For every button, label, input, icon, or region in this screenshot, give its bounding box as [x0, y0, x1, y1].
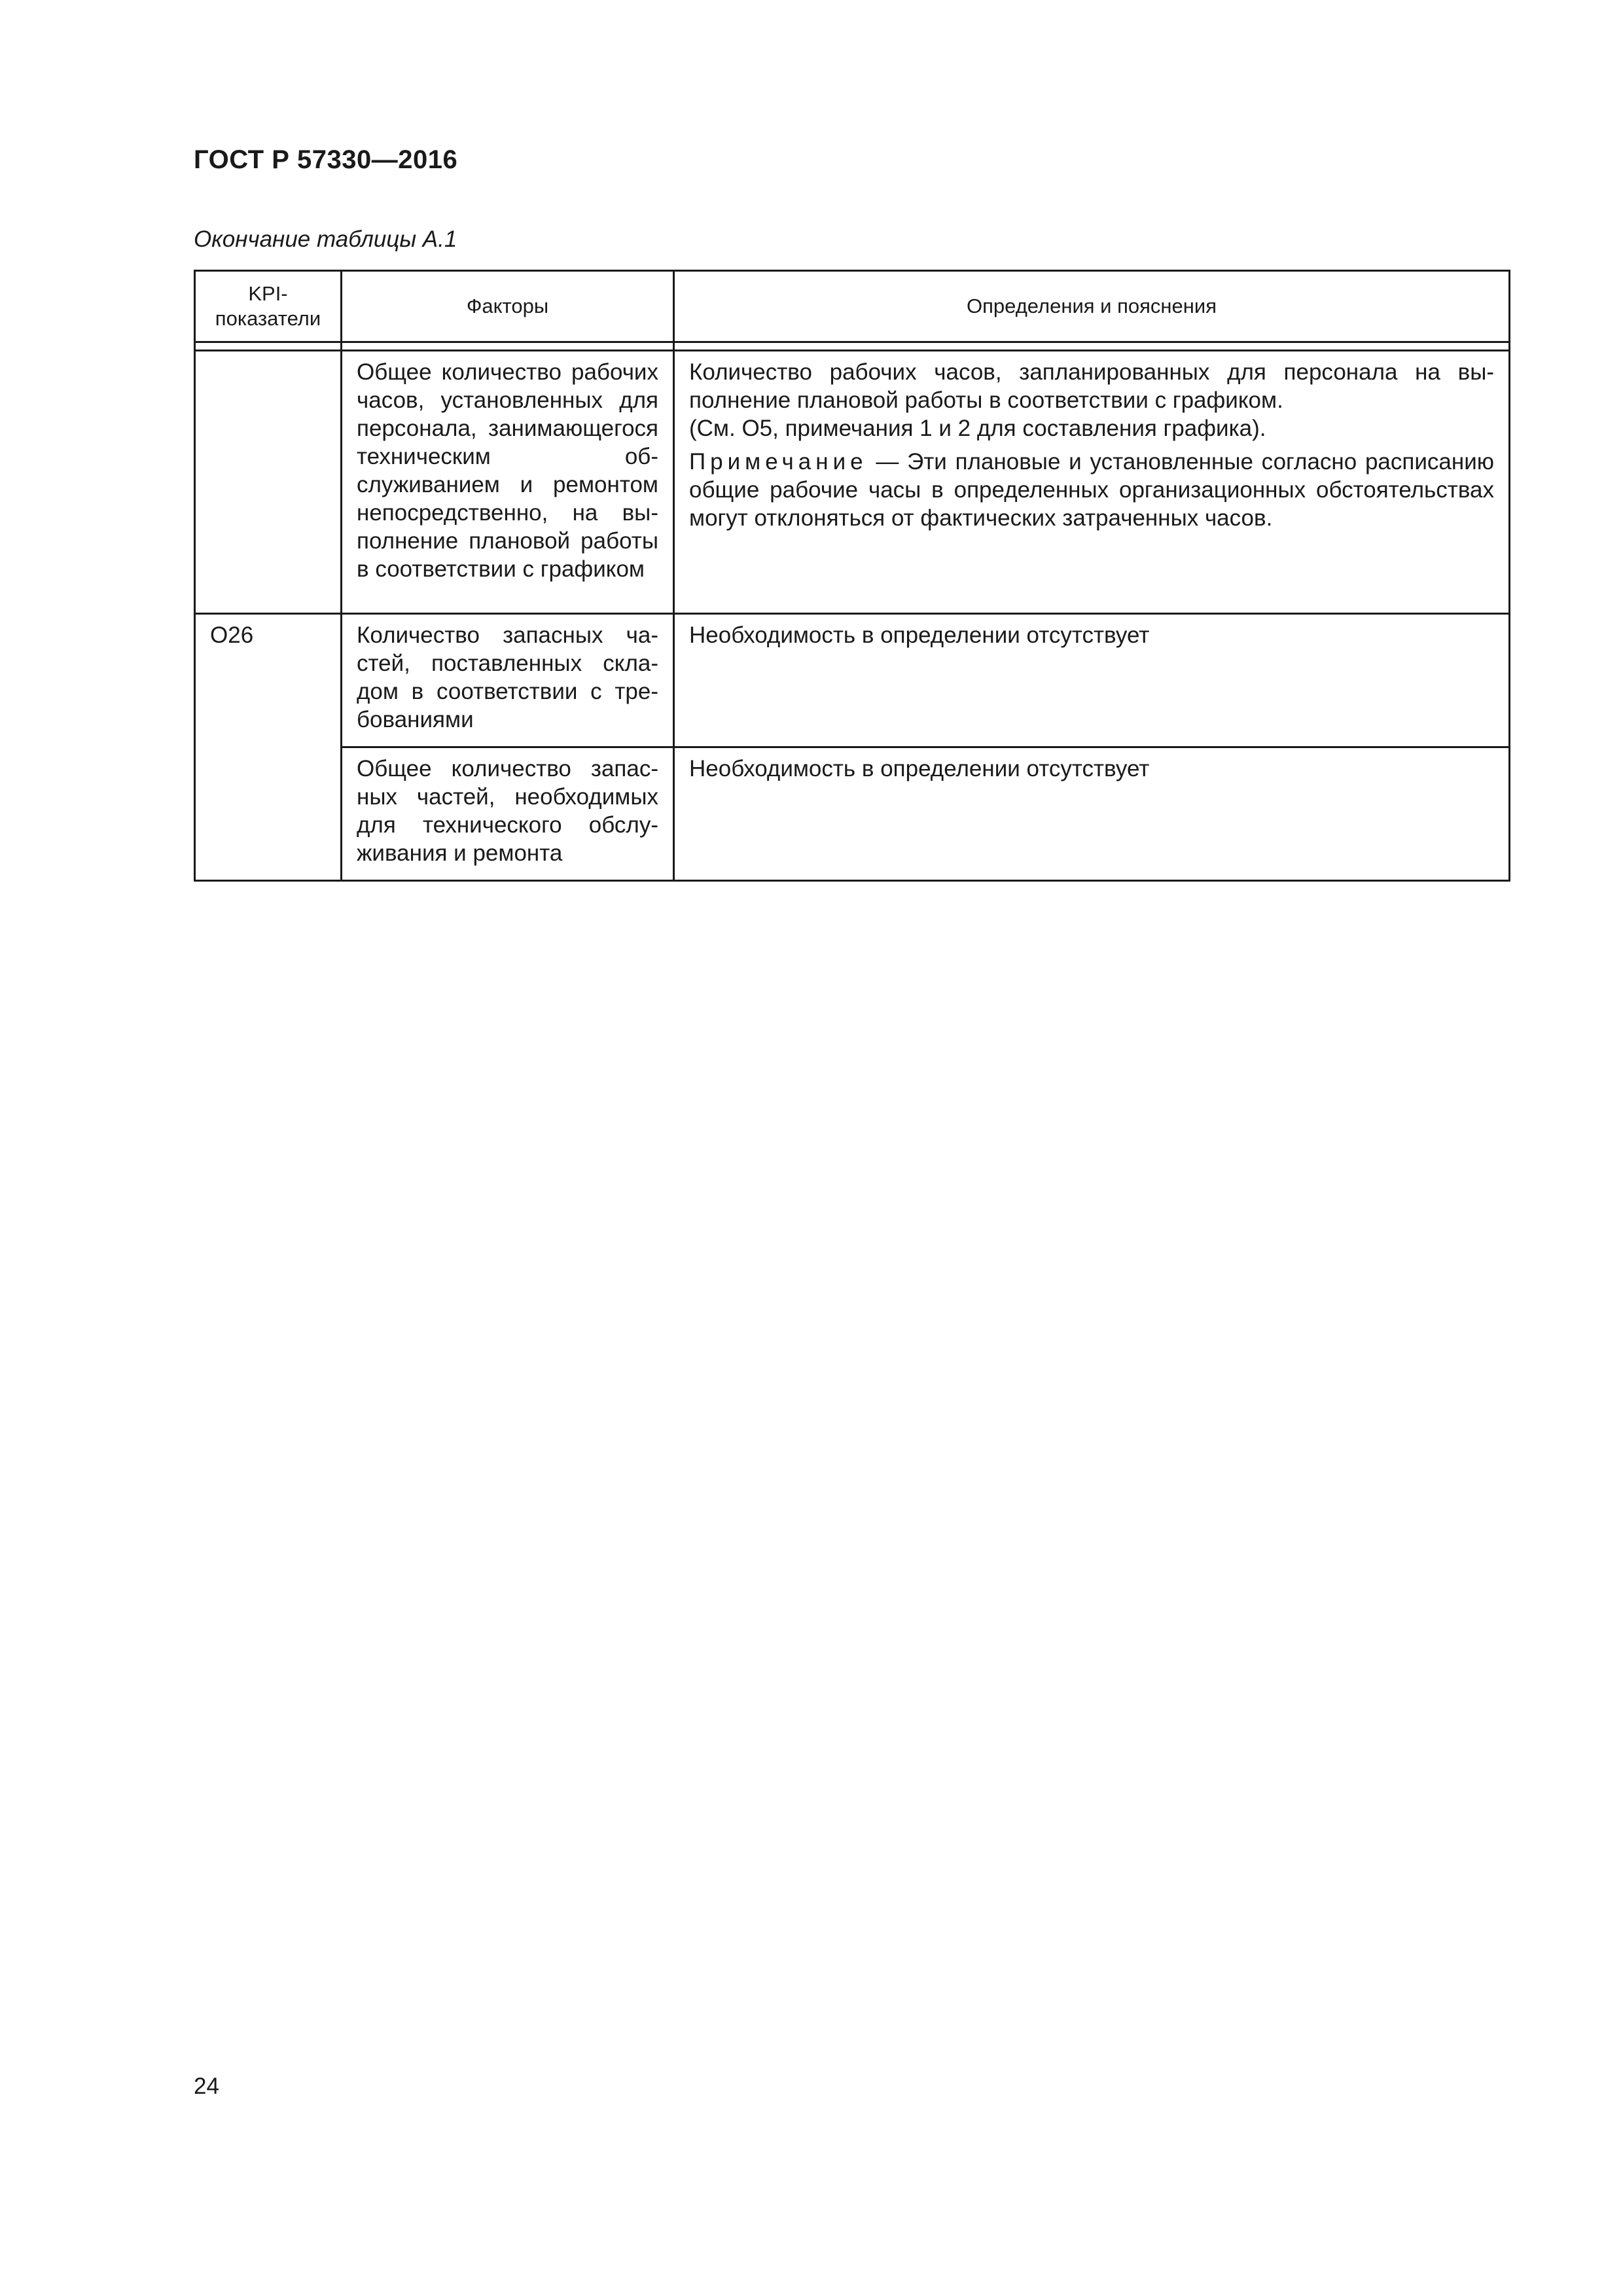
kpi-cell: [195, 351, 342, 614]
definition-note: [689, 448, 1494, 532]
factor-cell: [342, 351, 674, 614]
definition-cell: [674, 614, 1510, 747]
column-header-kpi-line2: показатели: [215, 307, 321, 330]
definition-text: Количество рабочих часов, запланированных для персонала на выполнение плановой работы в соответствии с графиком.: [689, 359, 1494, 413]
separator-cell: [342, 342, 674, 351]
definition-text: Необходимость в определении отсутствует: [689, 756, 1150, 781]
note-text: — Эти плановые и установленные согласно расписанию общие рабочие часы в определенных организационных обстоятельствах могут отклоняться от фактических затраченных часов.: [689, 449, 1494, 531]
factor-cell: [342, 614, 674, 747]
header-separator-row: [195, 342, 1510, 351]
table-row: [195, 747, 1510, 881]
kpi-value: [196, 351, 340, 367]
column-header-kpi-line1: KPI-: [248, 282, 288, 305]
factor-text: Количество запасных частей, поставленных складом в соответствии с требованиями: [357, 622, 658, 732]
separator-cell: [195, 342, 342, 351]
table-row: [195, 614, 1510, 747]
table-row: [195, 351, 1510, 614]
kpi-table: [194, 270, 1510, 882]
kpi-cell: [195, 614, 342, 881]
table-caption: Окончание таблицы А.1: [194, 226, 457, 252]
separator-cell: [674, 342, 1510, 351]
definition-reference: (См. О5, примечания 1 и 2 для составления графика).: [689, 416, 1266, 441]
column-header-definitions: Определения и пояснения: [674, 271, 1510, 342]
column-header-factors: Факторы: [342, 271, 674, 342]
factor-text: Общее количество рабочих часов, установленных для персонала, занимающегося техническим обслуживанием и ремонтом непосредственно, на выполнение плановой работы в соответствии с графиком: [357, 359, 658, 582]
page-number: 24: [194, 2073, 219, 2099]
note-label: Примечание: [689, 449, 868, 475]
definition-text: Необходимость в определении отсутствует: [689, 622, 1150, 648]
definition-cell: [674, 351, 1510, 614]
factor-cell: [342, 747, 674, 881]
document-header: ГОСТ Р 57330—2016: [194, 145, 458, 174]
table-header: [195, 271, 1510, 342]
definition-cell: [674, 747, 1510, 881]
kpi-value: О26: [210, 622, 254, 648]
column-header-kpi: [195, 271, 342, 342]
factor-text: Общее количество запасных частей, необходимых для технического обслуживания и ремонта: [357, 756, 658, 866]
